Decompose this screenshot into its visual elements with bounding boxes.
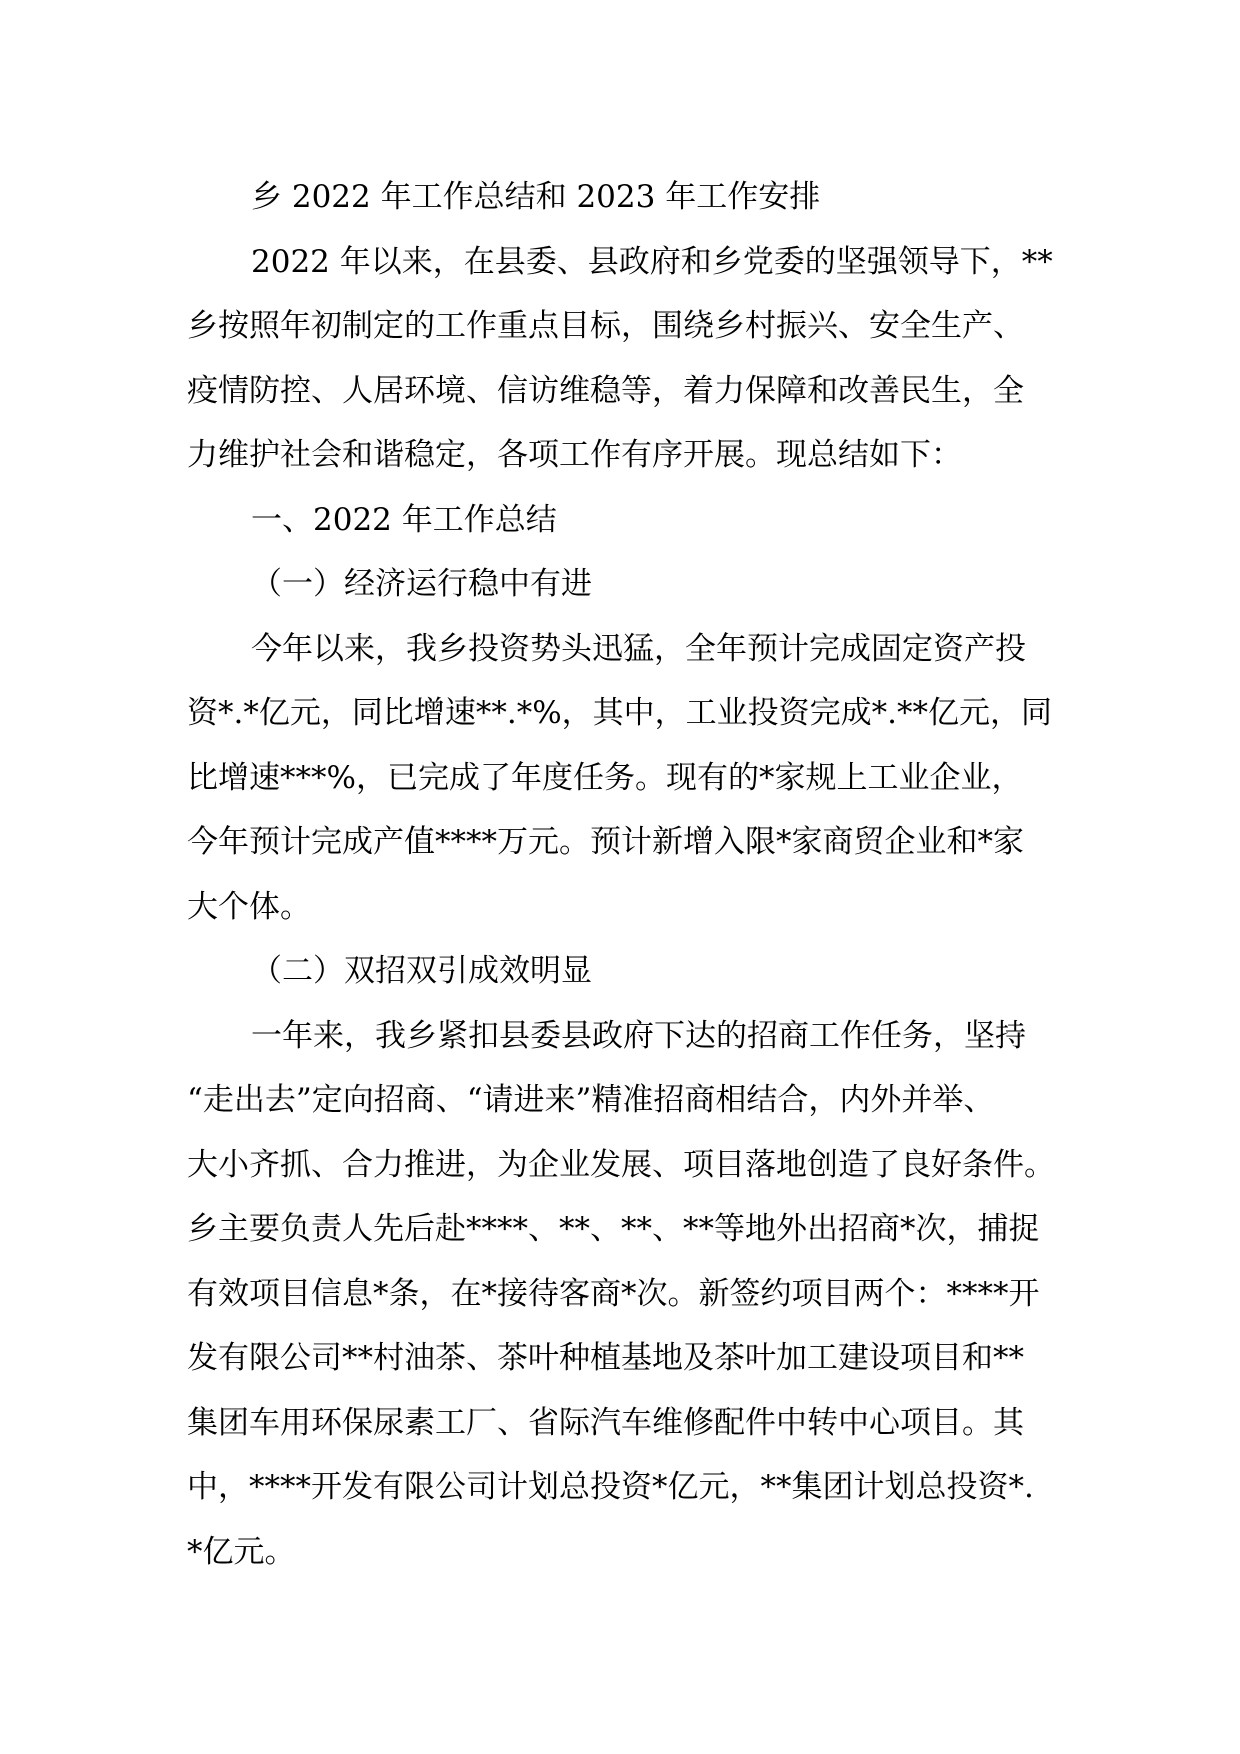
paragraph-line: *亿元。 [187,1533,296,1570]
paragraph-line: “走出去”定向招商、“请进来”精准招商相结合，内外并举、 [187,1082,995,1118]
paragraph-line: 乡按照年初制定的工作重点目标，围绕乡村振兴、安全生产、 [187,308,1024,344]
paragraph-line: 资*.*亿元，同比增速**.*%，其中，工业投资完成*.**亿元，同 [187,695,1053,731]
section-heading: 一、2022 年工作总结 [251,501,557,538]
document-body [187,165,1057,1584]
paragraph-line: 比增速***%，已完成了年度任务。现有的*家规上工业企业， [187,759,1023,796]
paragraph-line: 大个体。 [187,888,311,925]
paragraph-line: 2022 年以来，在县委、县政府和乡党委的坚强领导下，** [251,243,1053,280]
paragraph-line: 有效项目信息*条，在*接待客商*次。新签约项目两个：****开 [187,1275,1040,1312]
paragraph-line: 今年预计完成产值****万元。预计新增入限*家商贸企业和*家 [187,824,1024,860]
paragraph-line: 乡主要负责人先后赴****、**、**、**等地外出招商*次，捕捉 [187,1211,1040,1247]
paragraph-line: 一年来，我乡紧扣县委县政府下达的招商工作任务，坚持 [251,1017,1026,1054]
paragraph-line: 中，****开发有限公司计划总投资*亿元，**集团计划总投资*. [187,1469,1034,1505]
paragraph-line: 集团车用环保尿素工厂、省际汽车维修配件中转中心项目。其 [187,1404,1024,1441]
paragraph-line: 今年以来，我乡投资势头迅猛，全年预计完成固定资产投 [251,630,1026,667]
subsection-heading: （一）经济运行稳中有进 [251,566,592,602]
subsection-heading: （二）双招双引成效明显 [251,953,592,989]
paragraph-line: 发有限公司**村油茶、茶叶种植基地及茶叶加工建设项目和** [187,1340,1024,1376]
paragraph-line: 疫情防控、人居环境、信访维稳等，着力保障和改善民生，全 [187,372,1024,409]
paragraph-line: 力维护社会和谐稳定，各项工作有序开展。现总结如下： [187,437,962,473]
document-title: 乡 2022 年工作总结和 2023 年工作安排 [251,179,821,215]
paragraph-line: 大小齐抓、合力推进，为企业发展、项目落地创造了良好条件。 [187,1146,1055,1183]
